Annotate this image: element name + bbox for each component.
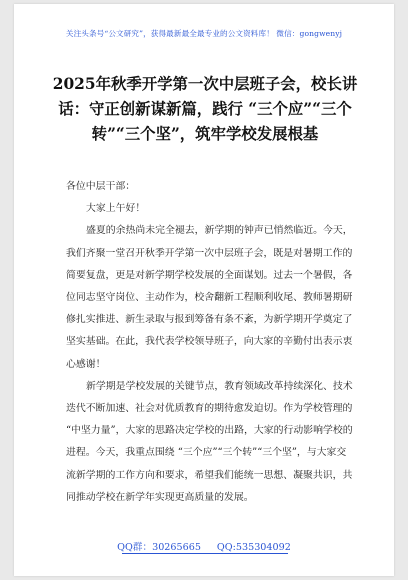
paragraph-2: 新学期是学校发展的关键节点，教育领域改革持续深化、技术迭代不断加速、社会对优质教育的期待愈发迫切。作为学校管理的 “中坚力量”，大家的思路决定学校的出路，大家的行动影响学校的进程。今天，我重点围绕 “三个应”“三个转”“三个坚”，与大家交流新学期的工作方向和要求，希望我们能统一思想、凝聚共识，共同推动学校在新学年实现更高质量的发展。: [66, 380, 353, 503]
document-page: [14, 4, 394, 576]
paragraph-1: 盛夏的余热尚未完全褪去，新学期的钟声已悄然临近。今天，我们齐聚一堂召开秋季开学第一次中层班子会，既是对暑期工作的简要复盘，更是对新学期学校发展的全面谋划。过去一个暑假，各位同志坚守岗位、主动作为，校舍翻新工程顺利收尾、教师暑期研修扎实推进、新生录取与报到筹备有条不紊，为新学期开学奠定了坚实基础。在此，我代表学校领导班子，向大家的辛勤付出表示衷心感谢！: [66, 225, 353, 370]
footer-contact: [14, 539, 394, 553]
document-body: [66, 176, 356, 509]
footer-qq[interactable]: QQ:535304092: [216, 542, 291, 553]
greeting: 大家上午好！: [86, 203, 146, 215]
document-title: 2025年秋季开学第一次中层班子会，校长讲话：守正创新谋新篇，践行 “三个应”“三个转”“三个坚”，筑牢学校发展根基: [52, 75, 358, 143]
footer-underline: [122, 553, 288, 554]
header-notice[interactable]: 关注头条号“公文研究”，获得最新最全最专业的公文资料库！ 微信：gongwenyj: [65, 29, 343, 38]
salutation: 各位中层干部：: [66, 181, 136, 192]
footer-qq-group[interactable]: QQ群：30265665: [117, 542, 201, 553]
